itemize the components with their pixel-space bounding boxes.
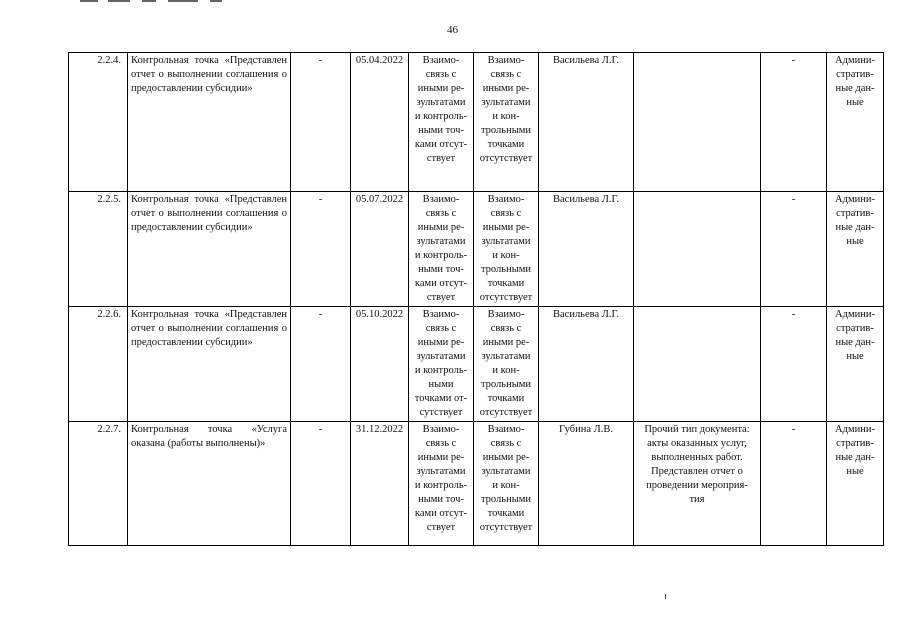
date-cell: 05.10.2022: [351, 307, 409, 422]
responsible-cell: Губина Л.В.: [539, 422, 634, 546]
document-type-cell: [634, 307, 761, 422]
control-points-table: [68, 52, 884, 546]
relation-prev-cell: Взаимо- связь с иными ре- зультатами и контроль- ными точ- ками отсут- ствует: [409, 192, 474, 307]
empty-value: -: [761, 53, 827, 192]
responsible-cell: Васильева Л.Г.: [539, 53, 634, 192]
document-type-cell: [634, 192, 761, 307]
relation-next-cell: Взаимо- связь с иными ре- зультатами и кон- трольными точками отсутствует: [474, 53, 539, 192]
relation-next-cell: Взаимо- связь с иными ре- зультатами и кон- трольными точками отсутствует: [474, 192, 539, 307]
relation-prev-cell: Взаимо- связь с иными ре- зультатами и контроль- ными точ- ками отсут- ствует: [409, 422, 474, 546]
table-row: [69, 422, 884, 546]
empty-value: -: [291, 192, 351, 307]
date-cell: 05.04.2022: [351, 53, 409, 192]
empty-value: -: [761, 422, 827, 546]
table-row: [69, 53, 884, 192]
empty-value: -: [291, 53, 351, 192]
empty-value: -: [761, 307, 827, 422]
relation-prev-cell: Взаимо- связь с иными ре- зультатами и контроль- ными точ- ками отсут- ствует: [409, 53, 474, 192]
table-row: [69, 192, 884, 307]
row-number: 2.2.5.: [69, 192, 128, 307]
data-source-cell: Админи- стратив- ные дан- ные: [827, 422, 884, 546]
row-number: 2.2.6.: [69, 307, 128, 422]
document-type-cell: [634, 53, 761, 192]
control-point-name: Контрольная точка «Представлен отчет о выполнении соглашения о предоставлении субсидии»: [128, 307, 291, 422]
header-scan-marks: [80, 0, 280, 4]
page-number: 46: [447, 24, 458, 36]
control-point-name: Контрольная точка «Представлен отчет о выполнении соглашения о предоставлении субсидии»: [128, 53, 291, 192]
relation-next-cell: Взаимо- связь с иными ре- зультатами и кон- трольными точками отсутствует: [474, 307, 539, 422]
data-source-cell: Админи- стратив- ные дан- ные: [827, 53, 884, 192]
empty-value: -: [291, 422, 351, 546]
document-type-cell: Прочий тип документа: акты оказанных услуг, выполненных работ. Представлен отчет о проведении мероприя- тия: [634, 422, 761, 546]
relation-prev-cell: Взаимо- связь с иными ре- зультатами и контроль- ными точками от- сутствует: [409, 307, 474, 422]
empty-value: -: [761, 192, 827, 307]
date-cell: 31.12.2022: [351, 422, 409, 546]
row-number: 2.2.7.: [69, 422, 128, 546]
relation-next-cell: Взаимо- связь с иными ре- зультатами и кон- трольными точками отсутствует: [474, 422, 539, 546]
data-source-cell: Админи- стратив- ные дан- ные: [827, 307, 884, 422]
control-point-name: Контрольная точка «Представлен отчет о выполнении соглашения о предоставлении субсидии»: [128, 192, 291, 307]
table-row: [69, 307, 884, 422]
responsible-cell: Васильева Л.Г.: [539, 307, 634, 422]
row-number: 2.2.4.: [69, 53, 128, 192]
responsible-cell: Васильева Л.Г.: [539, 192, 634, 307]
control-point-name: Контрольная точка «Услуга оказана (работы выполнены)»: [128, 422, 291, 546]
empty-value: -: [291, 307, 351, 422]
data-source-cell: Админи- стратив- ные дан- ные: [827, 192, 884, 307]
date-cell: 05.07.2022: [351, 192, 409, 307]
scan-speck: [665, 594, 666, 599]
